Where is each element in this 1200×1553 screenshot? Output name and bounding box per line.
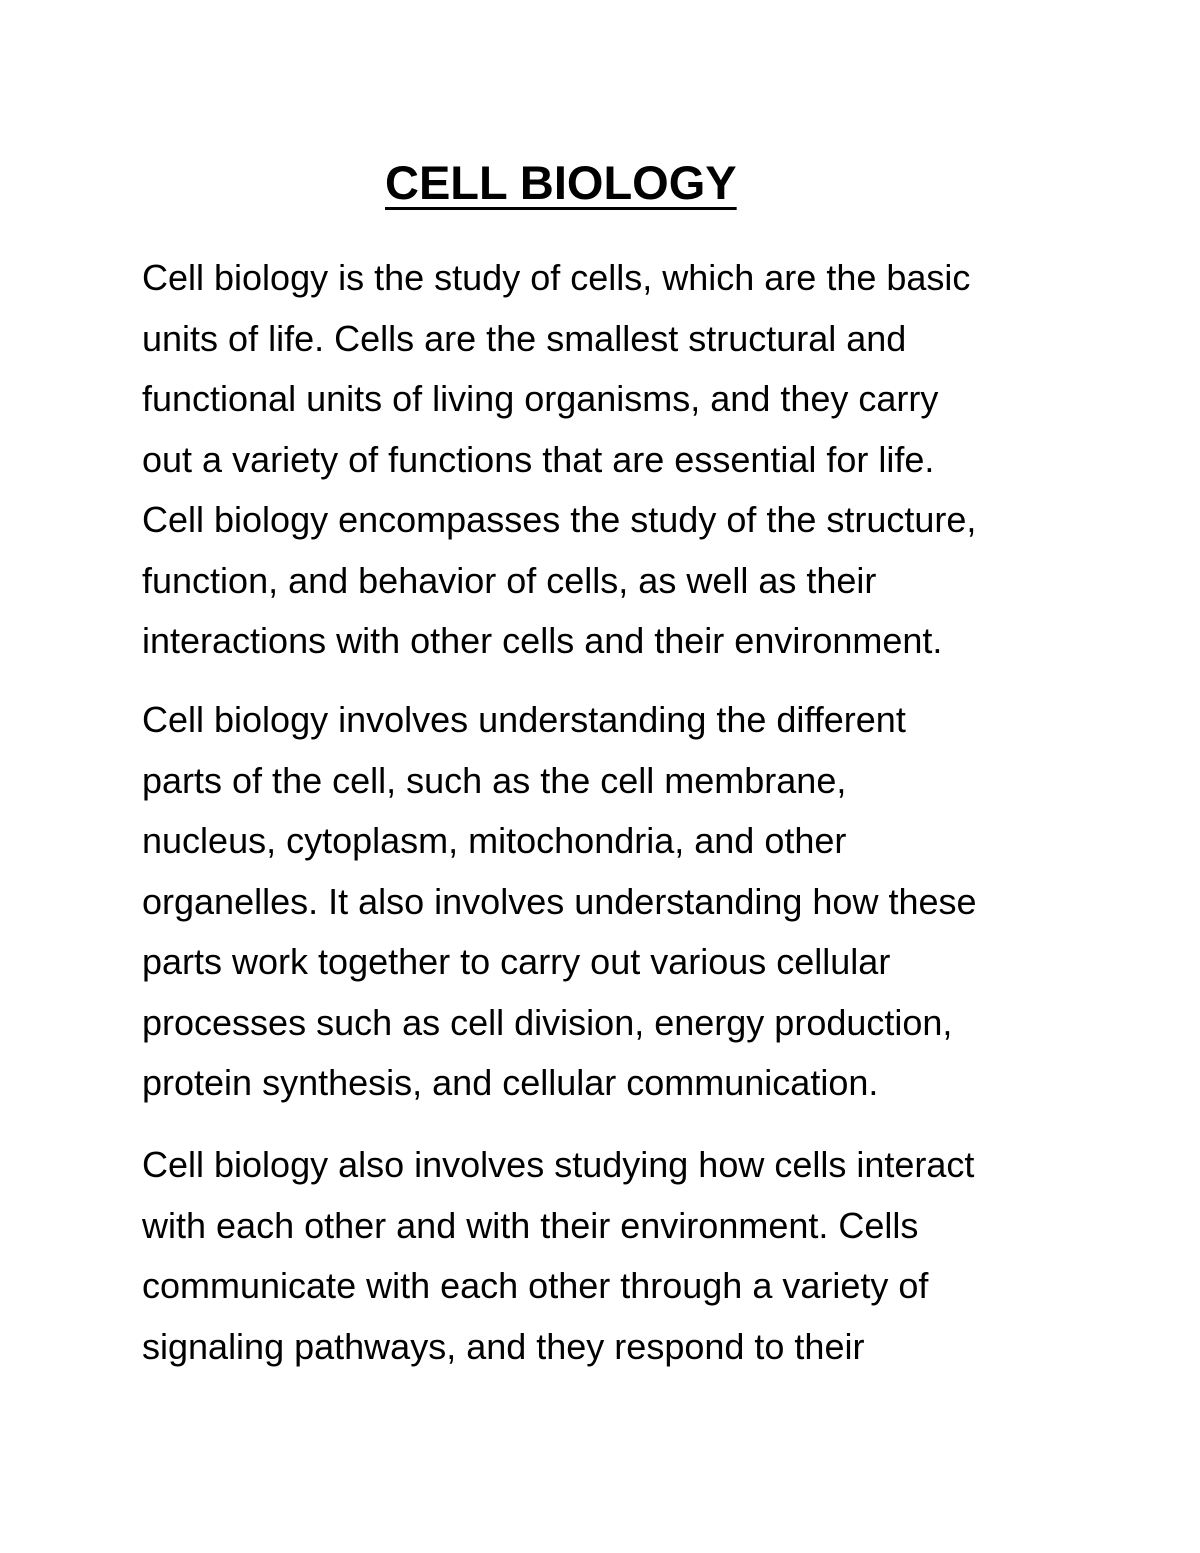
paragraph-line: protein synthesis, and cellular communication. (142, 1062, 879, 1103)
paragraph-line: nucleus, cytoplasm, mitochondria, and other (142, 820, 847, 861)
paragraph-line: with each other and with their environment. Cells (142, 1204, 919, 1246)
paragraph-line: Cell biology involves understanding the different (142, 699, 906, 740)
paragraph-line: Cell biology is the study of cells, which are the basic (142, 257, 971, 298)
paragraph-line: parts work together to carry out various cellular (142, 941, 891, 982)
paragraph-line: function, and behavior of cells, as well as their (142, 559, 877, 601)
paragraph-line: communicate with each other through a variety of (142, 1265, 929, 1306)
paragraph-line: signaling pathways, and they respond to their (142, 1325, 865, 1367)
paragraph-line: functional units of living organisms, and they carry (142, 378, 939, 419)
page-title: CELL BIOLOGY (385, 156, 737, 209)
paragraph-line: units of life. Cells are the smallest structural and (142, 317, 907, 359)
paragraph-1 (142, 248, 976, 672)
paragraph-line: interactions with other cells and their environment. (142, 620, 943, 661)
paragraph-line: processes such as cell division, energy production, (142, 1001, 953, 1043)
paragraph-2 (142, 690, 977, 1114)
paragraph-line: parts of the cell, such as the cell membrane, (142, 759, 847, 801)
paragraph-line: Cell biology encompasses the study of the structure, (142, 499, 977, 540)
paragraph-line: out a variety of functions that are essential for life. (142, 438, 935, 480)
paragraph-line: organelles. It also involves understanding how these (142, 880, 977, 922)
paragraph-line: Cell biology also involves studying how cells interact (142, 1144, 975, 1185)
paragraph-3 (142, 1135, 974, 1377)
